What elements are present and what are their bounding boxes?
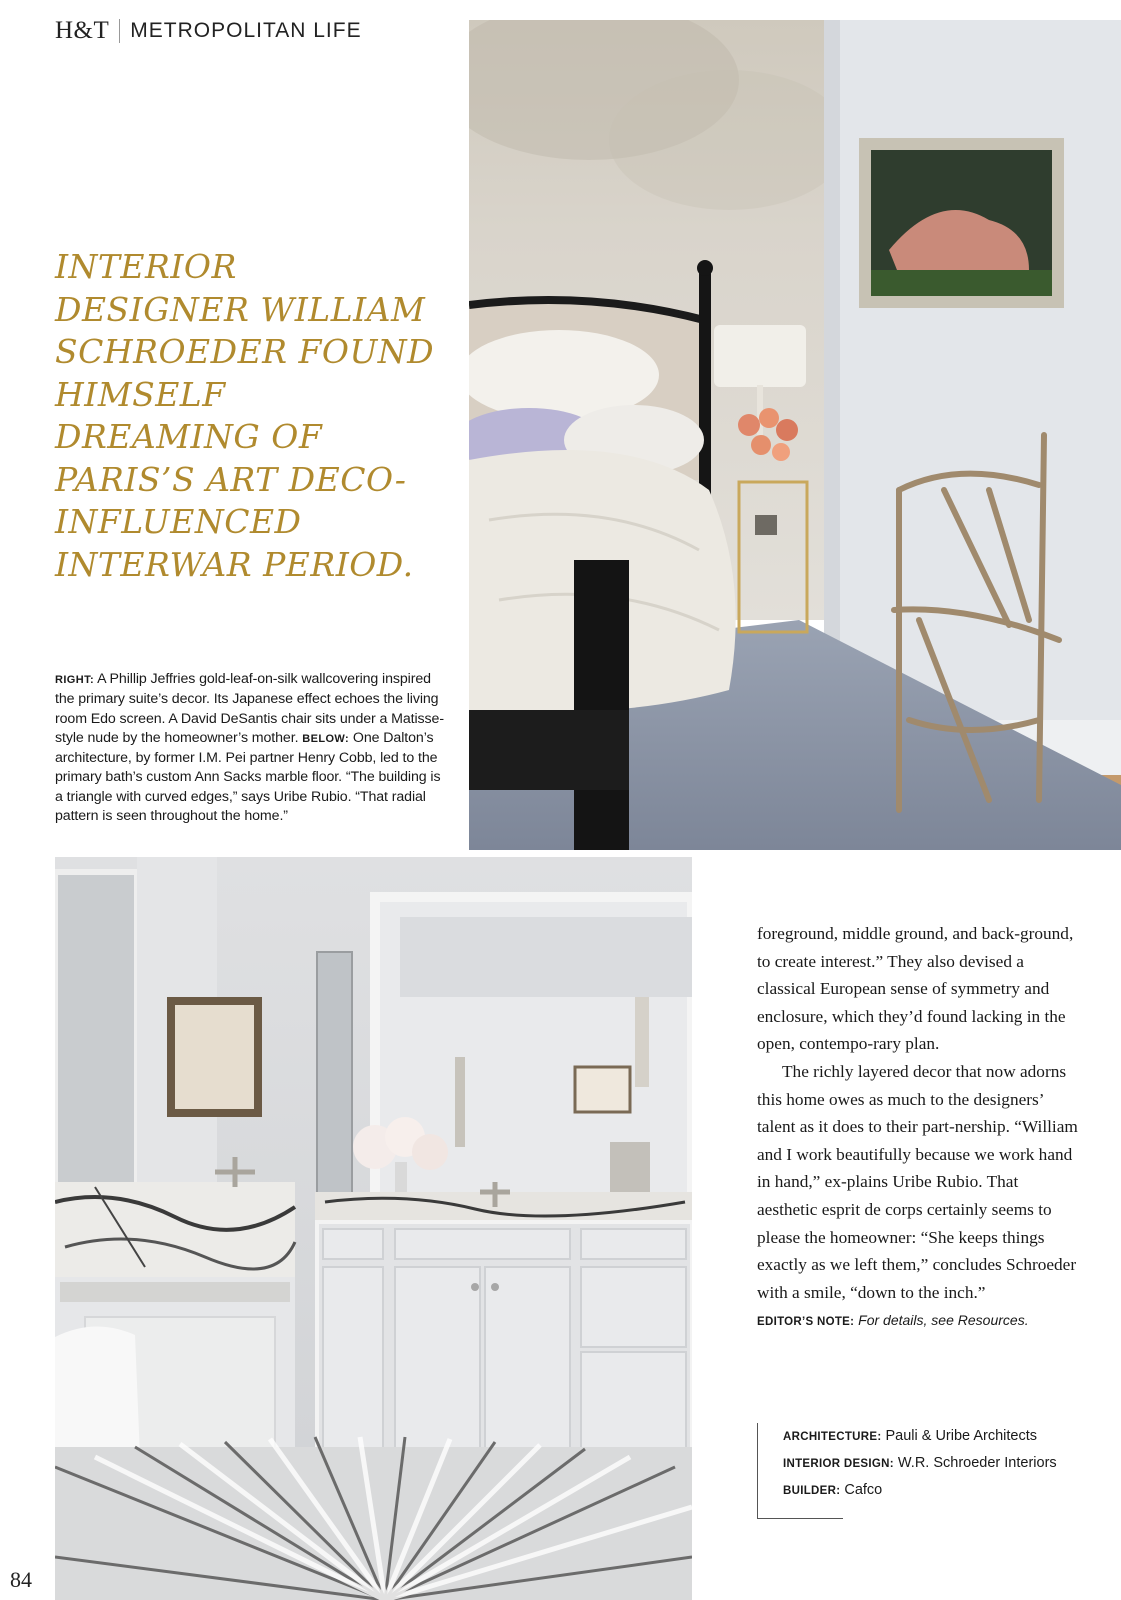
- bedroom-photo: [469, 20, 1121, 850]
- caption-below-text: One Dalton’s architecture, by former I.M. Pei partner Henry Cobb, led to the primary bath’s custom Ann Sacks marble floor. “The building is a triangle with curved edges,” says Uribe Rubio. “That radial pattern is seen throughout the home.”: [55, 729, 441, 825]
- body-paragraph-1: foreground, middle ground, and back-ground, to create interest.” They also devised a classical European sense of symmetry and enclosure, which they’d found lacking in the open, contempo-rary plan.: [757, 924, 1074, 1054]
- credit-value: Pauli & Uribe Architects: [881, 1428, 1037, 1444]
- credit-label: ARCHITECTURE:: [783, 1431, 882, 1443]
- bathroom-photo: [55, 857, 692, 1600]
- article-body: [757, 920, 1079, 1332]
- page-number: 84: [10, 1567, 32, 1592]
- editors-note-label: EDITOR’S NOTE:: [757, 1316, 855, 1329]
- magazine-logo: H&T: [55, 17, 110, 44]
- credit-value: Cafco: [840, 1482, 883, 1498]
- editors-note: [757, 1310, 1079, 1332]
- caption-below-label: BELOW:: [302, 732, 350, 745]
- credit-value: W.R. Schroeder Interiors: [893, 1455, 1057, 1471]
- pull-quote: INTERIOR DESIGNER WILLIAM SCHROEDER FOUND HIMSELF DREAMING OF PARIS’S ART DECO-INFLUENCED INTERWAR PERIOD.: [55, 247, 435, 584]
- header-divider: [119, 19, 120, 43]
- credit-builder: [758, 1477, 1088, 1504]
- bathroom-photo-illustration: [55, 857, 692, 1600]
- credit-architecture: [758, 1423, 1088, 1450]
- credits-rule: [757, 1518, 843, 1519]
- editors-note-text: For details, see Resources.: [854, 1312, 1029, 1329]
- credits-box: [757, 1423, 1088, 1518]
- caption-right-text: A Phillip Jeffries gold-leaf-on-silk wallcovering inspired the primary suite’s decor. Its Japanese effect echoes the living room Edo screen. A David DeSantis chair sits under a Matisse-style nude by the homeowner’s mother.: [55, 671, 444, 746]
- credit-label: INTERIOR DESIGN:: [783, 1458, 894, 1470]
- bedroom-photo-illustration: [469, 20, 1121, 850]
- photo-caption: [55, 670, 450, 826]
- body-paragraph-2: The richly layered decor that now adorns this home owes as much to the designers’ talent as it does to their part-nership. “William and I work beautifully because we work hand in hand,” ex-plains Uribe Rubio. That aesthetic esprit de corps certainly seems to please the homeowner: “She keeps things exactly as we left them,” concludes Schroeder with a smile, “down to the inch.”: [757, 1061, 1078, 1302]
- credit-label: BUILDER:: [783, 1485, 841, 1497]
- caption-right-label: RIGHT:: [55, 674, 95, 686]
- section-title: METROPOLITAN LIFE: [130, 19, 362, 42]
- running-header: [55, 14, 362, 48]
- credit-interior-design: [758, 1450, 1088, 1477]
